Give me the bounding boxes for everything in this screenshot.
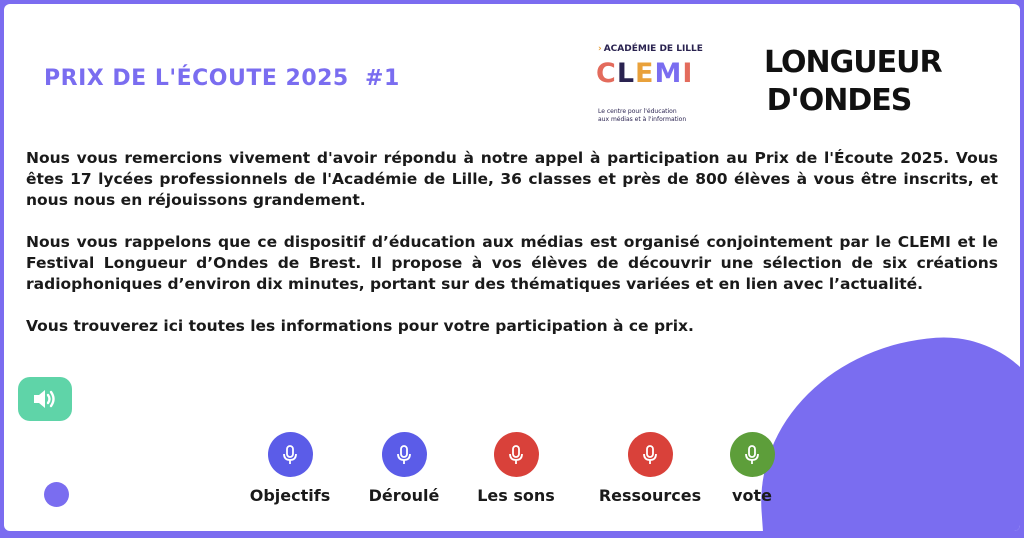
nav-label[interactable]: Déroulé	[368, 486, 440, 505]
microphone-icon	[394, 444, 414, 466]
decorative-dot	[44, 482, 69, 507]
clemi-letter-l: L	[616, 58, 636, 89]
nav-label[interactable]: vote	[732, 486, 772, 505]
clemi-tagline: Le centre pour l'éducation aux médias et à l'information	[598, 108, 687, 123]
clemi-wordmark	[596, 58, 693, 89]
nav-button[interactable]	[382, 432, 427, 477]
microphone-icon	[742, 444, 762, 466]
intro-paragraph: Nous vous remercions vivement d'avoir répondu à notre appel à participation au Prix de l'Écoute 2025. Vous êtes 17 lycées professionnels de l'Académie de Lille, 36 classes et près de 800 élèves à vous être inscrits, et nous nous en réjouissons grandement.	[26, 149, 998, 209]
microphone-icon	[280, 444, 300, 466]
nav-button[interactable]	[730, 432, 775, 477]
microphone-icon	[506, 444, 526, 466]
clemi-academy-label: ACADÉMIE DE LILLE	[603, 44, 703, 54]
page-card	[4, 4, 1020, 531]
nav-label[interactable]: Objectifs	[249, 486, 331, 505]
intro-text	[26, 148, 998, 358]
nav-item-les-sons[interactable]	[446, 432, 586, 505]
speaker-icon	[31, 387, 59, 411]
nav-button[interactable]	[628, 432, 673, 477]
longueur-dondes-logo	[764, 44, 942, 120]
nav-button[interactable]	[268, 432, 313, 477]
clemi-logo	[592, 42, 722, 128]
clemi-letter-i: I	[682, 58, 694, 89]
nav-label[interactable]: Ressources	[598, 486, 702, 505]
intro-paragraph: Vous trouverez ici toutes les informations pour votre participation à ce prix.	[26, 317, 694, 335]
sound-toggle-button[interactable]	[18, 377, 72, 421]
clemi-letter-c: C	[596, 58, 617, 89]
nav-button[interactable]	[494, 432, 539, 477]
clemi-letter-m: M	[654, 58, 683, 89]
page-title: PRIX DE L'ÉCOUTE 2025 #1	[44, 66, 400, 91]
logo-line-2: D'ONDES	[766, 83, 912, 118]
microphone-icon	[640, 444, 660, 466]
clemi-letter-e: E	[635, 58, 655, 89]
intro-paragraph: Nous vous rappelons que ce dispositif d’éducation aux médias est organisé conjointement par le CLEMI et le Festival Longueur d’Ondes de Brest. Il propose à vos élèves de découvrir une sélection de six créations radiophoniques d’environ dix minutes, portant sur des thématiques variées et en lien avec l’actualité.	[26, 233, 998, 293]
logo-line-1: LONGUEUR	[764, 45, 942, 80]
nav-label[interactable]: Les sons	[477, 486, 555, 505]
chevron-right-icon: ›	[598, 44, 602, 54]
nav-item-vote[interactable]	[682, 432, 822, 505]
